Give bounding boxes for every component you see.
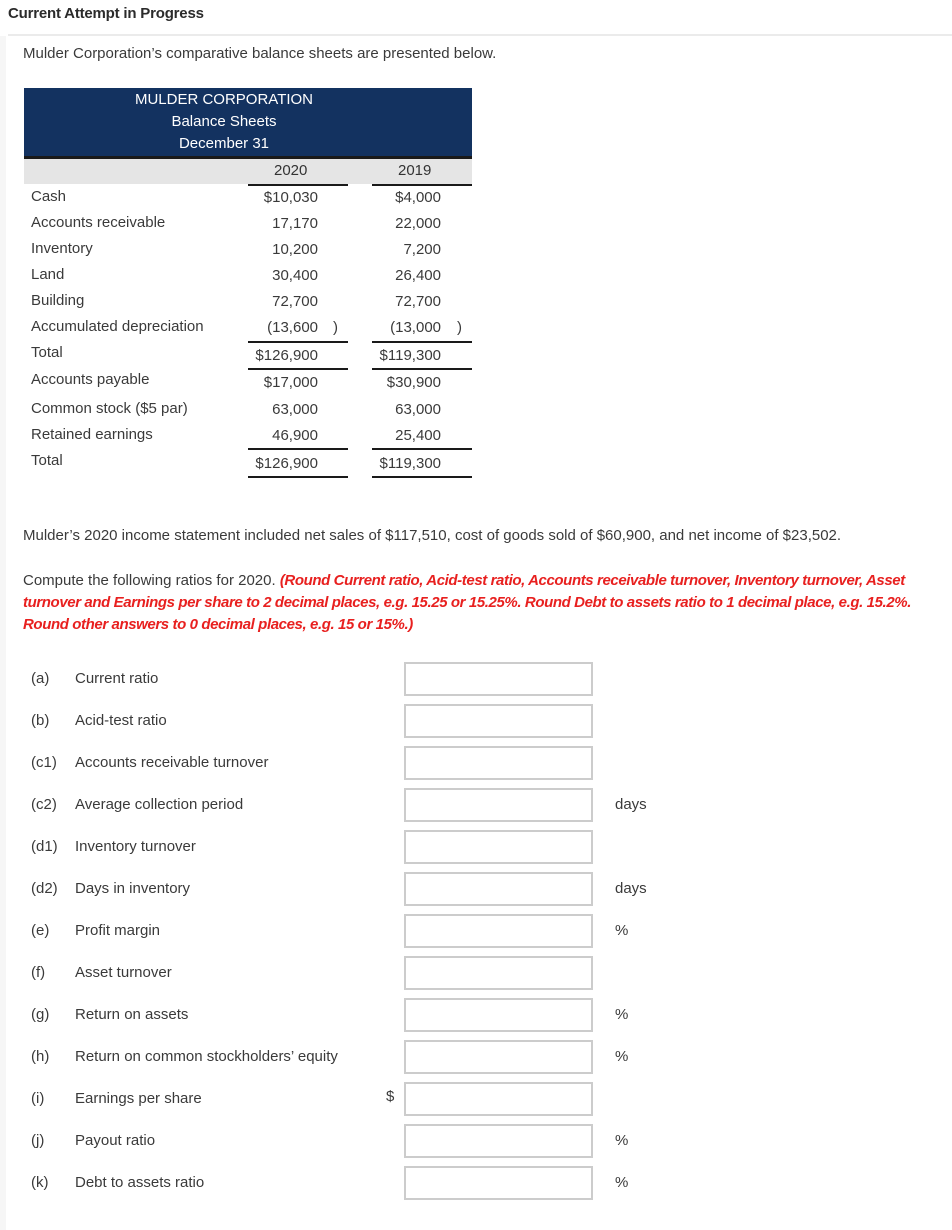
question-label: Asset turnover	[75, 964, 172, 981]
question-id: (f)	[31, 964, 46, 981]
return-on-assets-input[interactable]	[404, 998, 593, 1032]
question-id: (a)	[31, 670, 50, 687]
question-label: Payout ratio	[75, 1132, 156, 1149]
question-row-h	[0, 1040, 952, 1074]
assets-section	[24, 184, 472, 368]
statement-name: Balance Sheets	[171, 113, 277, 130]
instructions	[23, 570, 933, 636]
question-label: Debt to assets ratio	[75, 1174, 205, 1191]
row-label: Accumulated depreciation	[31, 318, 204, 335]
value-2019: 26,400	[395, 267, 441, 284]
question-id: (d1)	[31, 838, 58, 855]
income-statement-text: Mulder’s 2020 income statement included net sales of $117,510, cost of goods sold of $60,900, and net income of $23,502.	[23, 527, 842, 544]
question-label: Profit margin	[75, 922, 161, 939]
profit-margin-input[interactable]	[404, 914, 593, 948]
company-name: MULDER CORPORATION	[134, 91, 314, 108]
value-2019: 7,200	[403, 241, 441, 258]
question-row-b	[0, 704, 952, 738]
acid-test-ratio-input[interactable]	[404, 704, 593, 738]
unit-label: days	[615, 880, 647, 897]
question-id: (g)	[31, 1006, 50, 1023]
question-label: Average collection period	[75, 796, 244, 813]
total-assets-row	[24, 340, 472, 368]
value-2020: $10,030	[263, 189, 318, 206]
row-label: Total	[31, 344, 63, 361]
table-row	[24, 422, 472, 448]
value-2019: 72,700	[395, 293, 441, 310]
table-row	[24, 314, 472, 340]
value-2019: 63,000	[395, 401, 441, 418]
question-row-e	[0, 914, 952, 948]
question-row-c1	[0, 746, 952, 780]
unit-label: %	[615, 1174, 629, 1191]
value-2020: 30,400	[272, 267, 318, 284]
debt-to-assets-ratio-input[interactable]	[404, 1166, 593, 1200]
unit-label: %	[615, 1132, 629, 1149]
row-label: Retained earnings	[31, 426, 153, 443]
payout-ratio-input[interactable]	[404, 1124, 593, 1158]
question-row-d2	[0, 872, 952, 906]
balance-sheet-header	[24, 88, 472, 156]
value-2020: 63,000	[272, 401, 318, 418]
value-2020: 17,170	[272, 215, 318, 232]
rounding-note: (Round Current ratio, Acid-test ratio, Accounts receivable turnover, Inventory turnover, Asset turnover and Earnings per share to 2 decimal places, e.g. 15.25 or 15.25%. Round Debt to assets ratio to 1 decimal place, e.g. 15.2%. Round other answers to 0 decimal places, e.g. 15 or 15%.)	[23, 572, 911, 633]
value-2020: 72,700	[272, 293, 318, 310]
question-row-i	[0, 1082, 952, 1116]
negative-paren: )	[457, 319, 462, 336]
header-divider	[8, 34, 952, 36]
row-label: Common stock ($5 par)	[31, 400, 188, 417]
value-2019: $119,300	[379, 347, 441, 364]
receivable-turnover-input[interactable]	[404, 746, 593, 780]
attempt-title: Current Attempt in Progress	[8, 5, 204, 22]
intro-text: Mulder Corporation’s comparative balance sheets are presented below.	[23, 45, 497, 62]
row-label: Total	[31, 452, 63, 469]
dollar-prefix: $	[386, 1088, 395, 1105]
question-label: Inventory turnover	[75, 838, 196, 855]
value-2020: $126,900	[255, 347, 318, 364]
negative-paren: )	[333, 319, 338, 336]
double-rule	[372, 476, 472, 478]
year-header-row	[24, 156, 472, 184]
row-label: Cash	[31, 188, 67, 205]
table-row	[24, 262, 472, 288]
question-id: (c2)	[31, 796, 57, 813]
table-row	[24, 184, 472, 210]
question-row-k	[0, 1166, 952, 1200]
question-row-a	[0, 662, 952, 696]
question-label: Days in inventory	[75, 880, 191, 897]
value-2020: 10,200	[272, 241, 318, 258]
return-on-equity-input[interactable]	[404, 1040, 593, 1074]
row-label: Building	[31, 292, 85, 309]
asset-turnover-input[interactable]	[404, 956, 593, 990]
question-label: Accounts receivable turnover	[75, 754, 269, 771]
table-row	[24, 288, 472, 314]
question-row-j	[0, 1124, 952, 1158]
balance-sheet-table	[24, 88, 472, 476]
question-label: Earnings per share	[75, 1090, 202, 1107]
value-2019: 25,400	[395, 427, 441, 444]
question-row-g	[0, 998, 952, 1032]
days-in-inventory-input[interactable]	[404, 872, 593, 906]
average-collection-period-input[interactable]	[404, 788, 593, 822]
total-liabilities-equity-row	[24, 448, 472, 476]
question-id: (b)	[31, 712, 50, 729]
table-row	[24, 368, 472, 396]
inventory-turnover-input[interactable]	[404, 830, 593, 864]
double-rule	[248, 476, 348, 478]
unit-label: %	[615, 922, 629, 939]
year-2019-header: 2019	[398, 162, 432, 179]
instructions-lead: Compute the following ratios for 2020.	[23, 572, 280, 589]
row-label: Accounts receivable	[31, 214, 166, 231]
liabilities-equity-section	[24, 368, 472, 476]
question-id: (c1)	[31, 754, 57, 771]
current-ratio-input[interactable]	[404, 662, 593, 696]
question-label: Return on assets	[75, 1006, 189, 1023]
table-row	[24, 210, 472, 236]
unit-label: days	[615, 796, 647, 813]
question-label: Return on common stockholders’ equity	[75, 1048, 338, 1065]
table-row	[24, 236, 472, 262]
question-id: (d2)	[31, 880, 58, 897]
question-id: (i)	[31, 1090, 45, 1107]
question-label: Acid-test ratio	[75, 712, 167, 729]
value-2019: (13,000	[390, 319, 441, 336]
row-label: Land	[31, 266, 65, 283]
question-row-f	[0, 956, 952, 990]
question-row-c2	[0, 788, 952, 822]
question-id: (j)	[31, 1132, 45, 1149]
question-id: (k)	[31, 1174, 49, 1191]
question-label: Current ratio	[75, 670, 159, 687]
value-2020: 46,900	[272, 427, 318, 444]
value-2020: (13,600	[267, 319, 318, 336]
value-2020: $126,900	[255, 455, 318, 472]
unit-label: %	[615, 1048, 629, 1065]
value-2019: 22,000	[395, 215, 441, 232]
question-id: (e)	[31, 922, 50, 939]
value-2020: $17,000	[263, 374, 318, 391]
value-2019: $119,300	[379, 455, 441, 472]
year-2020-header: 2020	[274, 162, 308, 179]
question-id: (h)	[31, 1048, 50, 1065]
value-2019: $4,000	[395, 189, 441, 206]
unit-label: %	[615, 1006, 629, 1023]
question-row-d1	[0, 830, 952, 864]
statement-date: December 31	[178, 135, 270, 152]
table-row	[24, 396, 472, 422]
earnings-per-share-input[interactable]	[404, 1082, 593, 1116]
row-label: Inventory	[31, 240, 93, 257]
value-2019: $30,900	[386, 374, 441, 391]
row-label: Accounts payable	[31, 371, 150, 388]
